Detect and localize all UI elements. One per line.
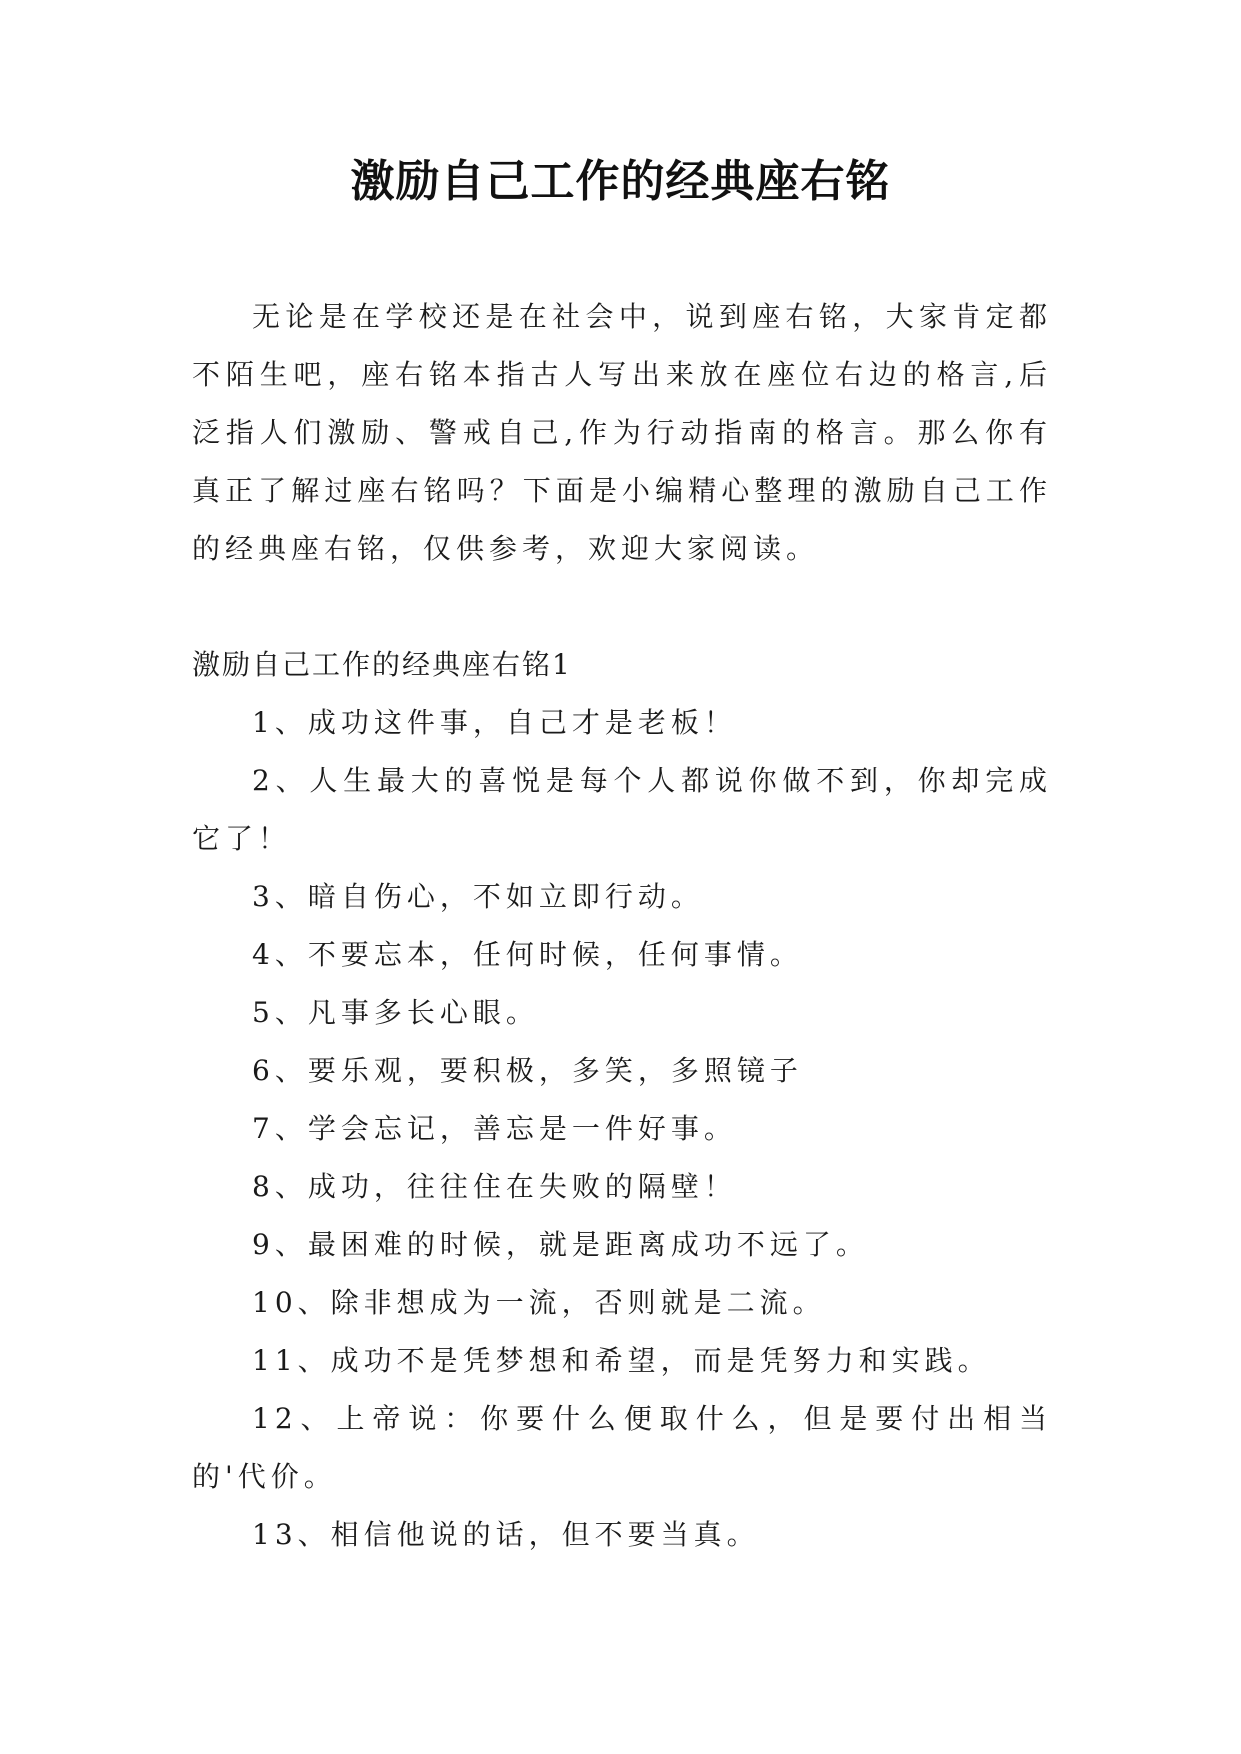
motto-item: 2、人生最大的喜悦是每个人都说你做不到，你却完成它了！ <box>192 764 1052 855</box>
motto-item: 7、学会忘记，善忘是一件好事。 <box>252 1112 737 1145</box>
motto-item: 3、暗自伤心，不如立即行动。 <box>252 880 704 913</box>
motto-item: 5、凡事多长心眼。 <box>252 996 539 1029</box>
motto-item: 4、不要忘本，任何时候，任何事情。 <box>252 938 803 971</box>
section-heading: 激励自己工作的经典座右铭1 <box>192 648 572 681</box>
motto-item: 8、成功，往往住在失败的隔壁！ <box>252 1170 737 1203</box>
motto-item: 13、相信他说的话，但不要当真。 <box>252 1518 760 1551</box>
motto-list <box>192 694 1052 1564</box>
motto-item: 10、除非想成为一流，否则就是二流。 <box>252 1286 826 1319</box>
document-body <box>192 288 1052 1564</box>
motto-item: 12、上帝说：你要什么便取什么，但是要付出相当的'代价。 <box>192 1402 1052 1493</box>
motto-item: 1、成功这件事，自己才是老板！ <box>252 706 737 739</box>
motto-item: 11、成功不是凭梦想和希望，而是凭努力和实践。 <box>252 1344 991 1377</box>
motto-item: 6、要乐观，要积极，多笑，多照镜子 <box>252 1054 803 1087</box>
document-title: 激励自己工作的经典座右铭 <box>350 156 891 207</box>
intro-paragraph: 无论是在学校还是在社会中，说到座右铭，大家肯定都不陌生吧，座右铭本指古人写出来放在座位右边的格言,后泛指人们激励、警戒自己,作为行动指南的格言。那么你有真正了解过座右铭吗？下面是小编精心整理的激励自己工作的经典座右铭，仅供参考，欢迎大家阅读。 <box>192 300 1052 565</box>
motto-item: 9、最困难的时候，就是距离成功不远了。 <box>252 1228 869 1261</box>
